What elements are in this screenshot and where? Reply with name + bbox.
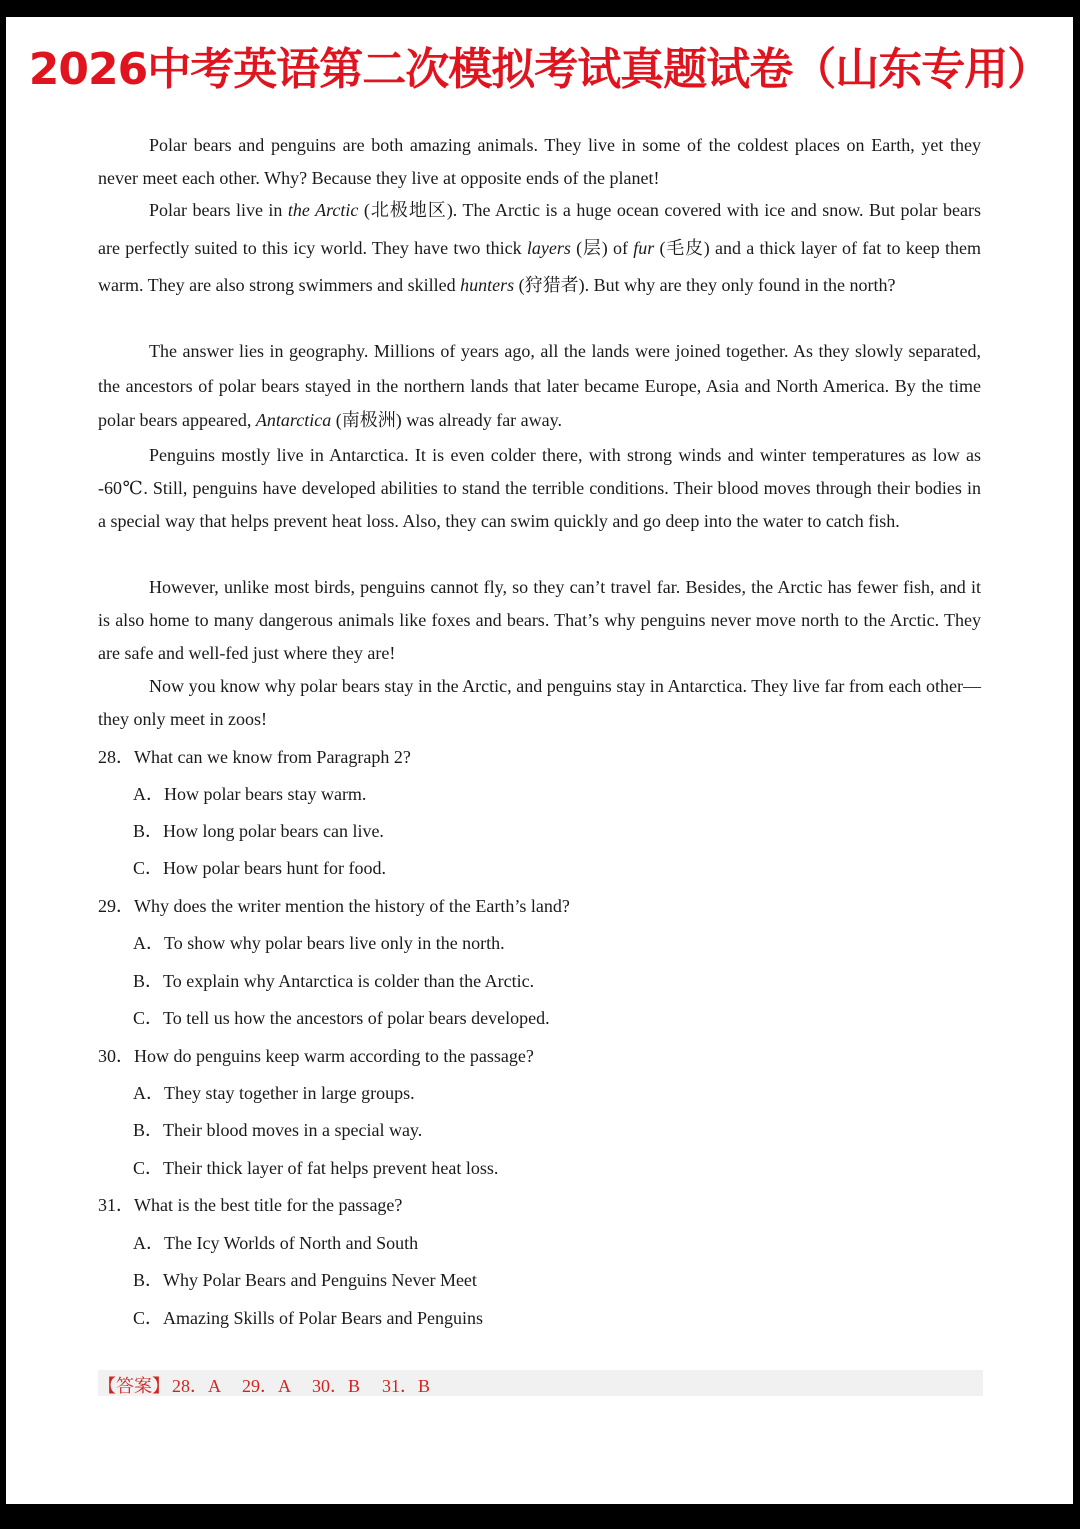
answer-30: 30．B (312, 1376, 361, 1396)
question-31-option-a[interactable]: A．The Icy Worlds of North and South (133, 1233, 419, 1253)
paragraph-1-text: Polar bears and penguins are both amazing animals. They live in some of the coldest places on Earth, yet they never meet each other. Why? Because they live at opposite ends of the planet! (98, 135, 981, 188)
paragraph-2-text: (层) of (570, 237, 634, 258)
paragraph-2-text: (毛皮) and a thick layer of fat to keep them warm. They are also strong swimmers and skilled (98, 237, 981, 295)
paragraph-4-text: Penguins mostly live in Antarctica. It is even colder there, with strong winds and winter temperatures as low as -60℃. Still, penguins have developed abilities to stand the terrible conditions. Their blood moves through their bodies in a special way that helps prevent heat loss. Also, they can swim quickly and go deep into the water to catch fish. (98, 445, 981, 531)
paragraph-5-text: However, unlike most birds, penguins cannot fly, so they can’t travel far. Besides, the Arctic has fewer fish, and it is also home to many dangerous animals like foxes and bears. That’s why penguins never move north to the Arctic. They are safe and well-fed just where they are! (98, 577, 981, 663)
paragraph-6-text: Now you know why polar bears stay in the Arctic, and penguins stay in Antarctica. They live far from each other—they only meet in zoos! (98, 676, 981, 729)
term-antarctica: Antarctica (255, 410, 332, 430)
question-31: 31．What is the best title for the passage? (98, 1195, 403, 1215)
question-30: 30．How do penguins keep warm according to the passage? (98, 1046, 534, 1066)
question-29: 29．Why does the writer mention the history of the Earth’s land? (98, 896, 570, 916)
question-29-option-c[interactable]: C．To tell us how the ancestors of polar bears developed. (133, 1008, 550, 1028)
paragraph-3-text: (南极洲) was already far away. (331, 410, 562, 430)
paragraph-6 (98, 670, 981, 736)
paragraph-3 (98, 334, 981, 438)
term-layers: layers (526, 237, 571, 258)
answer-28: 28．A (172, 1376, 221, 1396)
question-29-option-b[interactable]: B．To explain why Antarctica is colder than the Arctic. (133, 971, 535, 991)
term-hunters: hunters (460, 275, 515, 295)
question-28-option-b[interactable]: B．How long polar bears can live. (133, 821, 384, 841)
question-29-option-a[interactable]: A．To show why polar bears live only in the north. (133, 933, 505, 953)
paragraph-2-text: Polar bears live in (149, 200, 288, 220)
term-fur: fur (633, 237, 655, 258)
answer-label: 【答案】 (98, 1376, 170, 1396)
paragraph-2-text: (狩猎者). But why are they only found in the north? (514, 275, 896, 295)
question-30-option-a[interactable]: A．They stay together in large groups. (133, 1083, 415, 1103)
term-the-arctic: the Arctic (287, 200, 359, 220)
paragraph-3-text: The answer lies in geography. Millions of years ago, all the lands were joined together. As they slowly separated, the ancestors of polar bears stayed in the northern lands that later became Europe, Asia and North America. By the time polar bears appeared, (98, 341, 981, 430)
paragraph-4 (98, 439, 981, 538)
question-30-option-b[interactable]: B．Their blood moves in a special way. (133, 1120, 423, 1140)
page-title: 2026中考英语第二次模拟考试真题试卷（山东专用） (28, 44, 1051, 95)
paragraph-1 (98, 129, 981, 195)
paragraph-2-text: (北极地区). The Arctic is a huge ocean covered with ice and snow. But polar bears are perfectly suited to this icy world. They have two thick (98, 200, 981, 258)
answer-key (98, 1370, 983, 1396)
question-28-option-a[interactable]: A．How polar bears stay warm. (133, 784, 367, 804)
answer-29: 29．A (242, 1376, 291, 1396)
question-30-option-c[interactable]: C．Their thick layer of fat helps prevent heat loss. (133, 1158, 499, 1178)
paragraph-5 (98, 571, 981, 670)
exam-page (6, 17, 1073, 1504)
question-31-option-c[interactable]: C．Amazing Skills of Polar Bears and Penguins (133, 1308, 483, 1328)
question-28: 28．What can we know from Paragraph 2? (98, 747, 411, 767)
question-28-option-c[interactable]: C．How polar bears hunt for food. (133, 858, 386, 878)
question-31-option-b[interactable]: B．Why Polar Bears and Penguins Never Meet (133, 1270, 477, 1290)
answer-31: 31．B (382, 1376, 431, 1396)
paragraph-2 (98, 192, 981, 305)
